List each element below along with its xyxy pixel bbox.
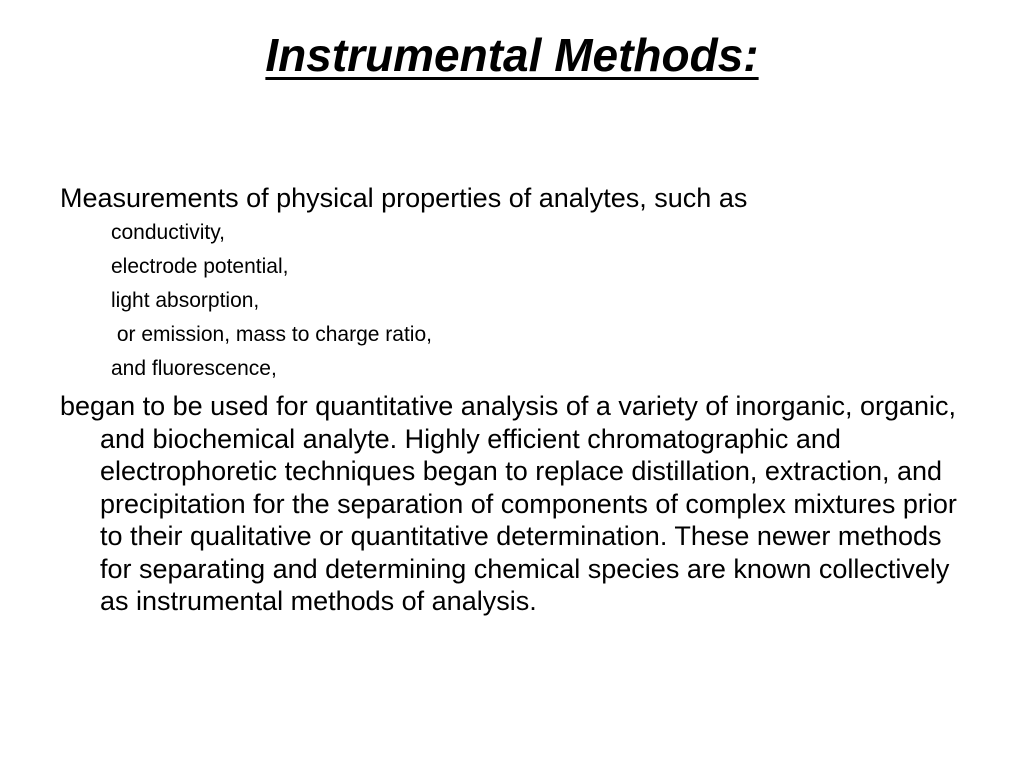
property-item: electrode potential,	[111, 255, 289, 278]
property-item: light absorption,	[111, 289, 260, 312]
property-item: conductivity,	[111, 221, 225, 244]
slide-title: Instrumental Methods:	[265, 29, 759, 81]
property-item: or emission, mass to charge ratio,	[111, 323, 432, 346]
property-list	[60, 216, 980, 386]
slide-body	[60, 180, 980, 618]
body-paragraph: began to be used for quantitative analysis of a variety of inorganic, organic, and biochemical analyte. Highly efficient chromatographic and electrophoretic techniques began to replace distillation, extraction, and precipitation for the separation of components of complex mixtures prior to their qualitative or quantitative determination. These newer methods for separating and determining chemical species are known collectively as instrumental methods of analysis.	[60, 391, 957, 616]
intro-text: Measurements of physical properties of analytes, such as	[60, 183, 748, 213]
property-item: and fluorescence,	[111, 357, 277, 380]
